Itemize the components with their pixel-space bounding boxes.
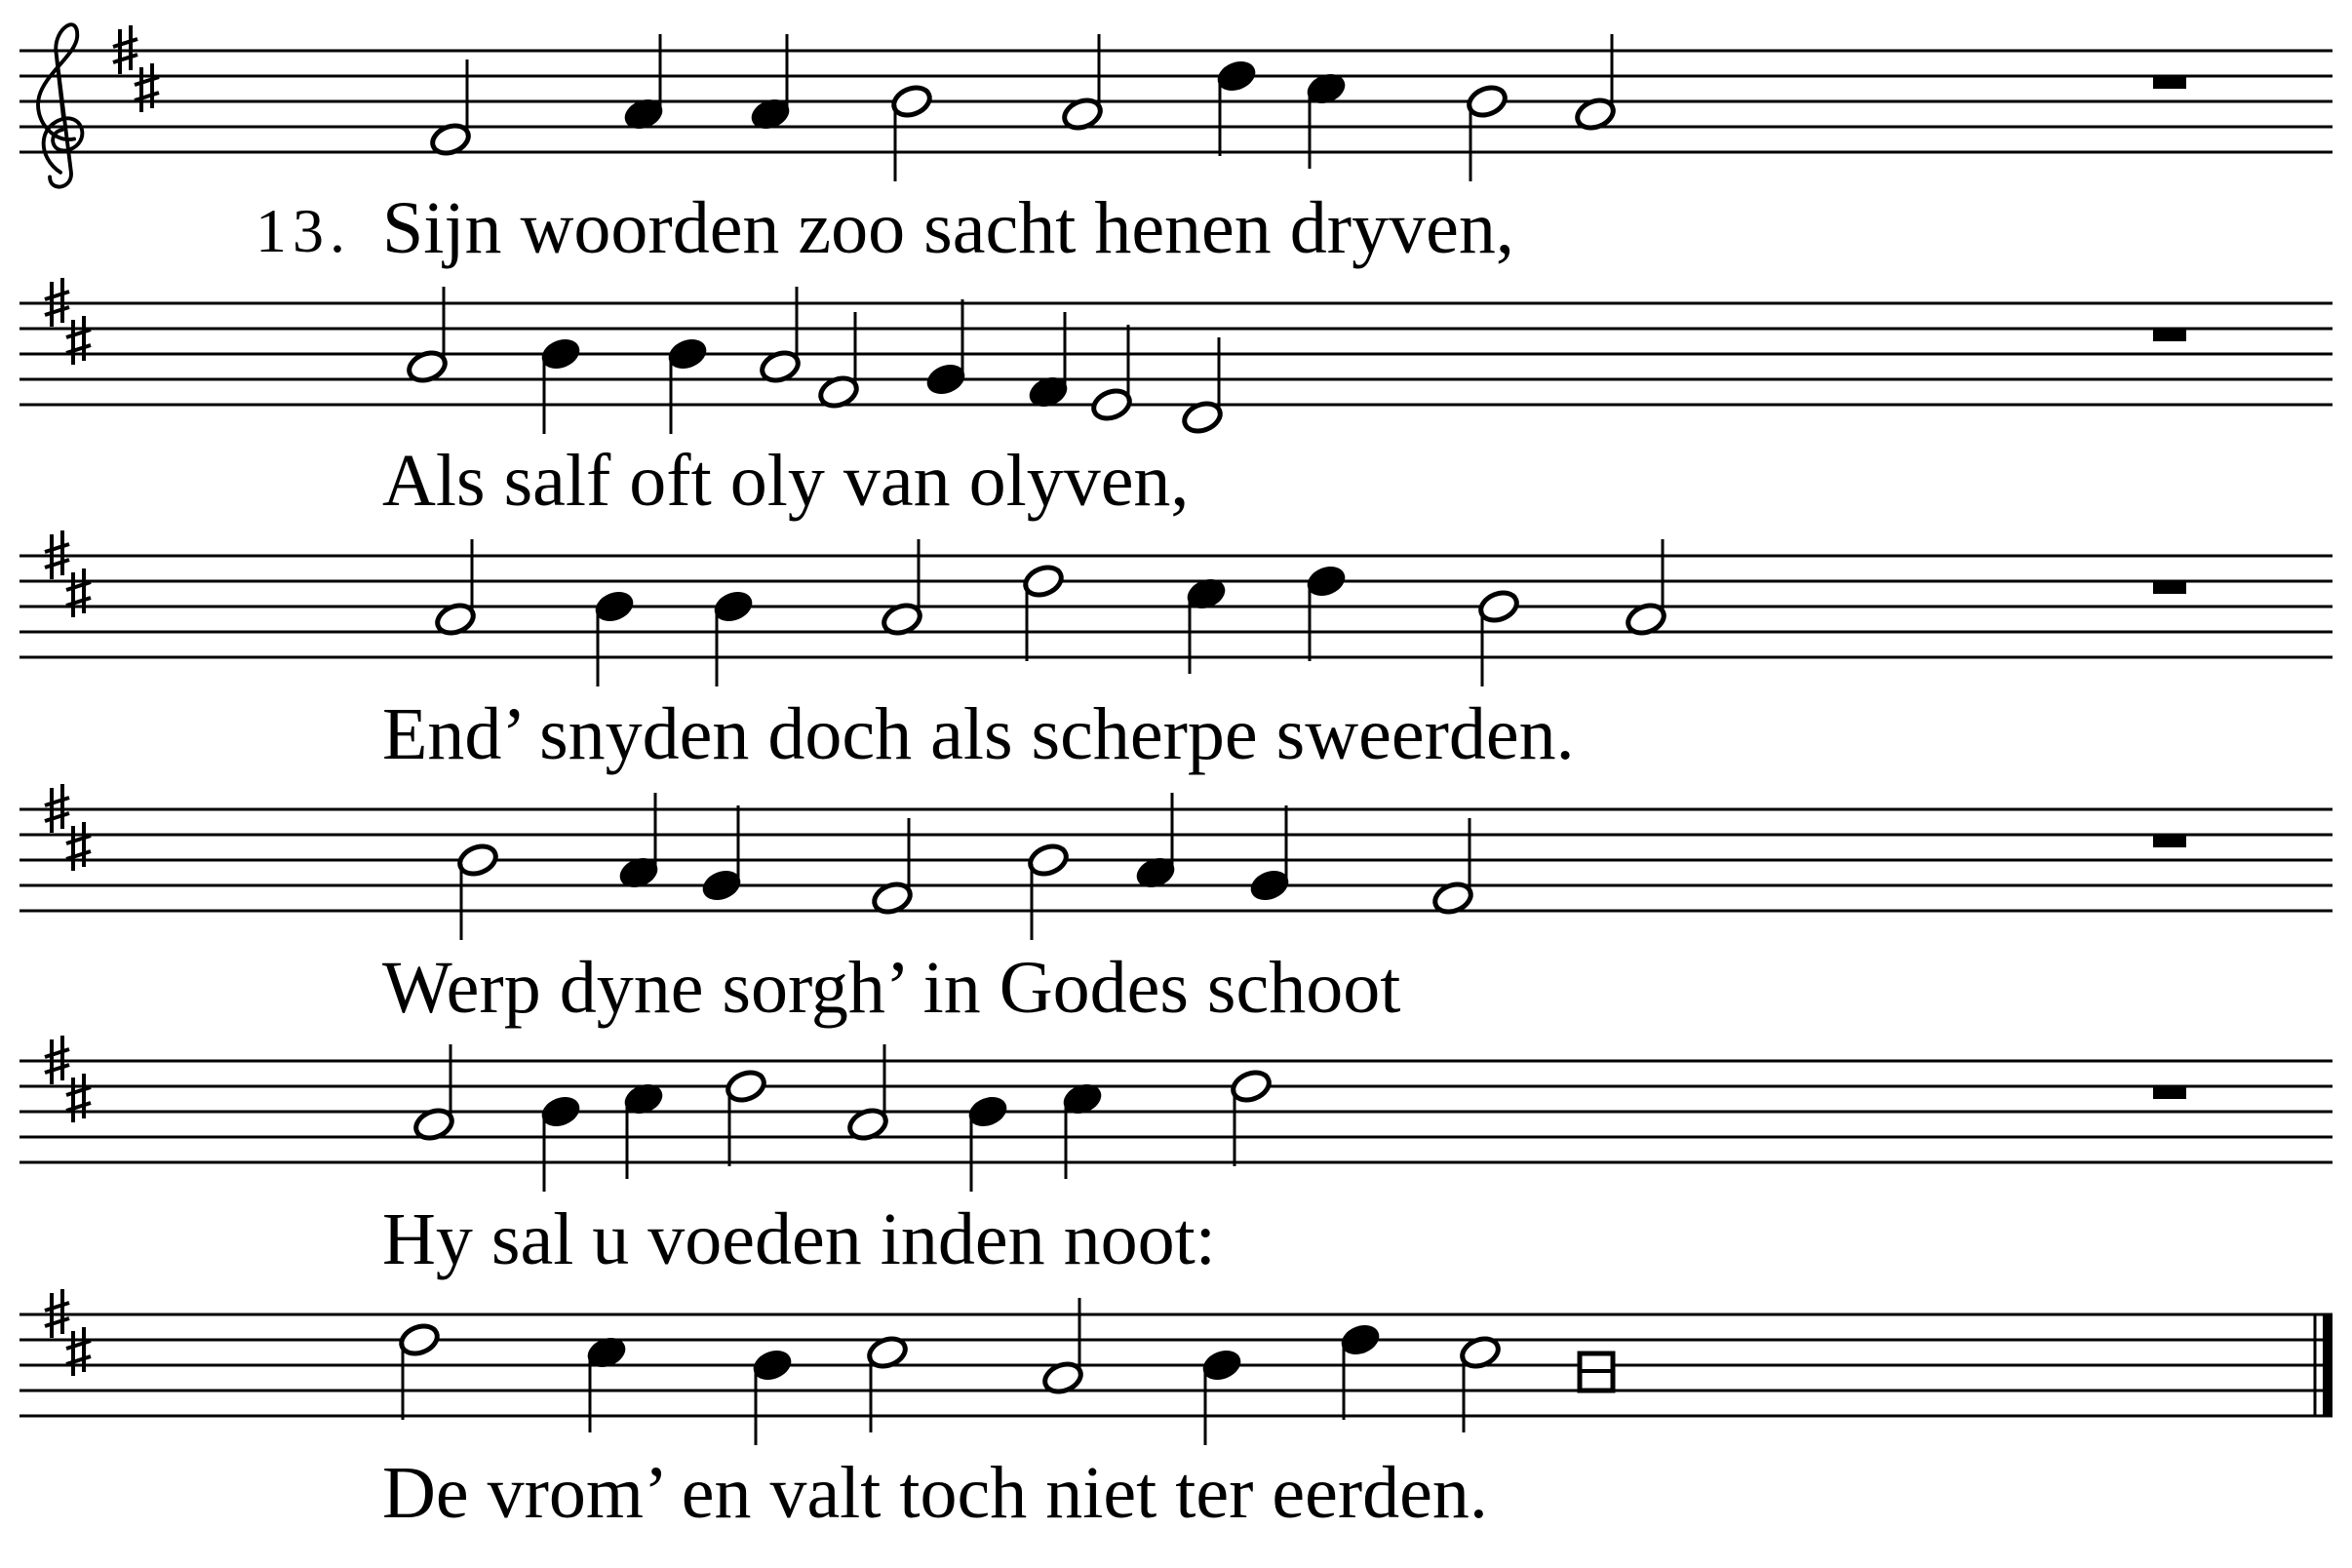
- sharp-icon: [66, 1074, 91, 1122]
- lyric-line-2: Als salf oft oly van olyven,: [382, 440, 1190, 522]
- half-rest-icon: [2153, 76, 2186, 89]
- final-barline-thick: [2323, 1314, 2332, 1416]
- treble-clef-icon: [38, 24, 82, 186]
- sharp-icon: [66, 822, 91, 871]
- lyric-line-1: Sijn woorden zoo sacht henen dryven,: [382, 187, 1514, 269]
- lyric-line-3: End’ snyden doch als scherpe sweerden.: [382, 693, 1575, 775]
- lyric-line-6: De vrom’ en valt toch niet ter eerden.: [382, 1452, 1488, 1534]
- sharp-icon: [66, 316, 91, 365]
- half-rest-icon: [2153, 329, 2186, 341]
- lyric-line-5: Hy sal u voeden inden noot:: [382, 1198, 1216, 1280]
- sharp-icon: [135, 63, 159, 112]
- half-rest-icon: [2153, 581, 2186, 594]
- sharp-icon: [66, 1327, 91, 1376]
- sharp-icon: [66, 568, 91, 617]
- verse-number: 13.: [255, 196, 351, 265]
- lyric-line-4: Werp dyne sorgh’ in Godes schoot: [382, 947, 1401, 1029]
- half-rest-icon: [2153, 835, 2186, 847]
- half-rest-icon: [2153, 1086, 2186, 1099]
